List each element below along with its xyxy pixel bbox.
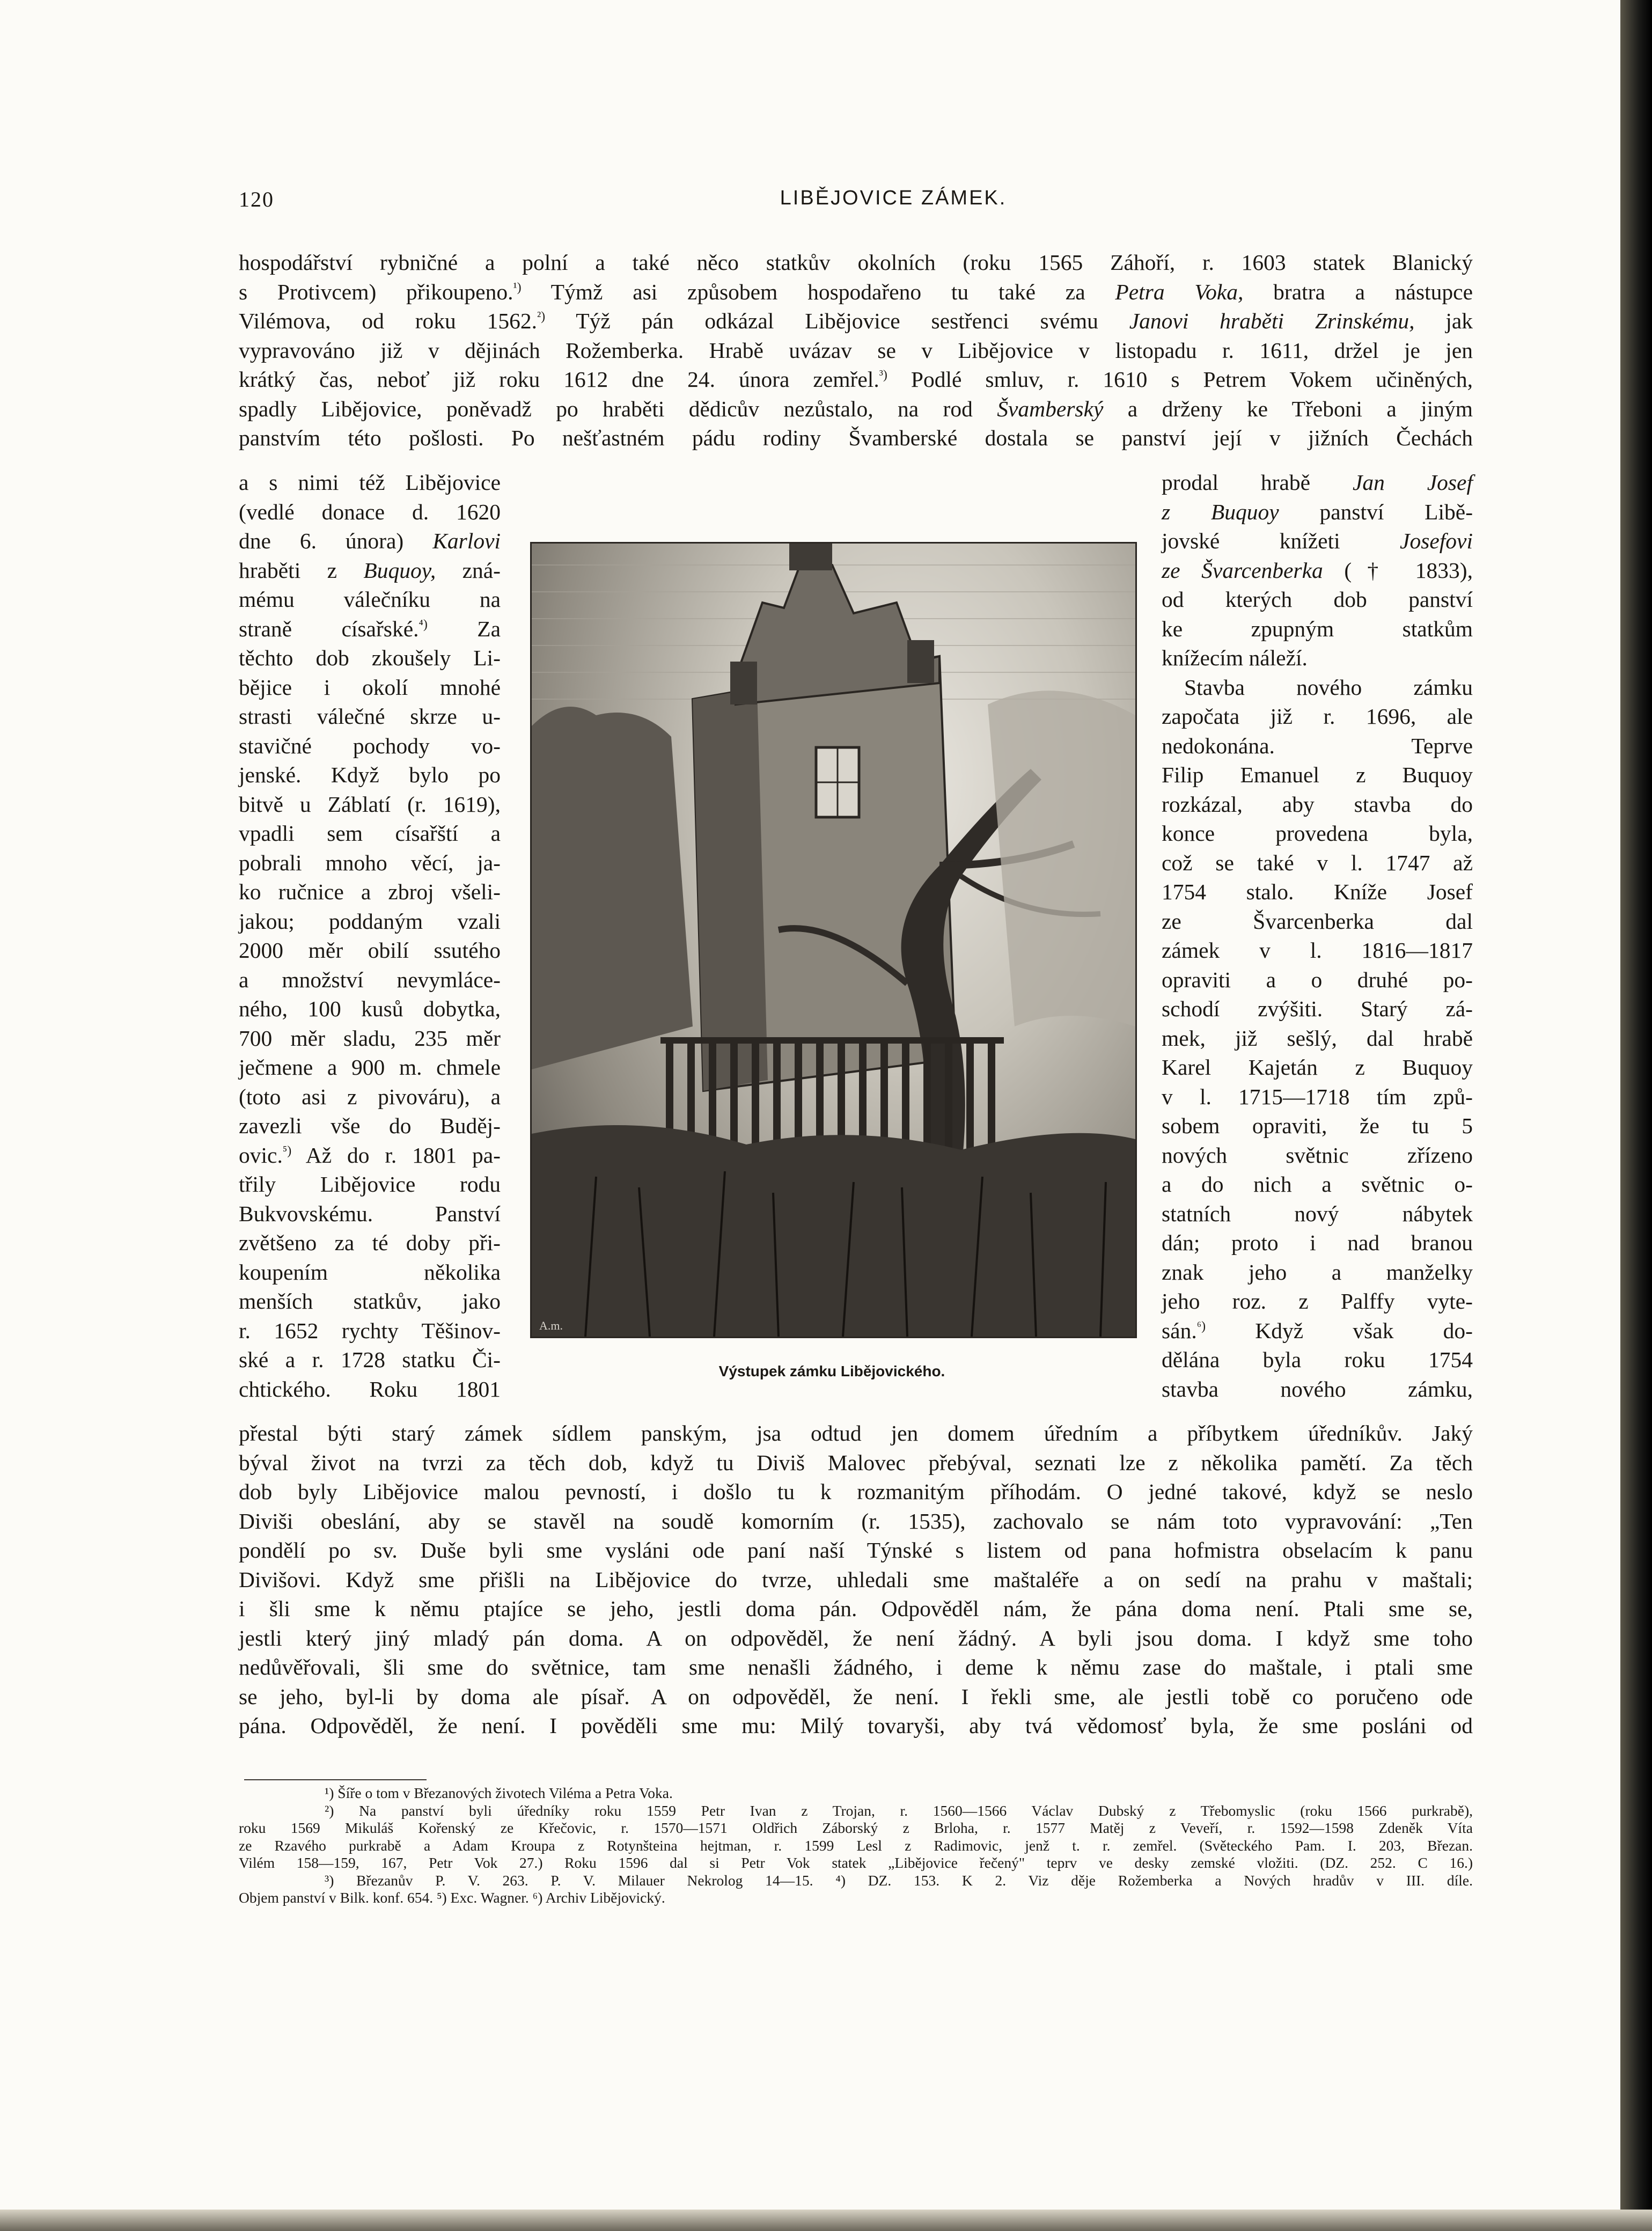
text-line: rozkázal, aby stavba do [1162, 791, 1473, 817]
pinnacle [907, 640, 934, 683]
text-line: straně císařské. [239, 616, 419, 641]
text-line: menších statkův, jako [239, 1289, 501, 1313]
page-number: 120 [239, 187, 274, 211]
tower-gable [736, 565, 939, 704]
text-line: Týmž asi způsobem hospodařeno tu také za [550, 279, 1085, 304]
text-line: r. 1652 rychty Těšinov- [239, 1318, 501, 1343]
text-line: se jeho, byl-li by doma ale písař. A on odpověděl, že není. I řekli sme, ale jestli tobě co poručeno ode [239, 1684, 1473, 1709]
pinnacle [730, 662, 757, 704]
text-line: nedokonána. Teprve [1162, 733, 1473, 758]
footnote-ref[interactable]: ⁴) [418, 617, 428, 632]
text-line: Karel Kajetán z Buquoy [1162, 1055, 1473, 1080]
text-line: a množství nevymláce- [239, 967, 501, 992]
text-line: bratra a nástupce [1273, 279, 1473, 304]
text-line: († 1833), [1344, 557, 1473, 583]
text-line: přestal býti starý zámek sídlem panským, jsa odtud jen domem úředním a příbytkem úředníkův. Jaký [239, 1421, 1473, 1445]
text-line: v l. 1715—1718 tím způ- [1162, 1084, 1473, 1109]
text-line: zavezli vše do Buděj- [239, 1113, 501, 1138]
footnotes [239, 1785, 1473, 1907]
top-paragraph [239, 248, 1473, 453]
running-title: LIBĚJOVICE ZÁMEK. [780, 187, 1007, 209]
text-line: 700 měr sladu, 235 měr [239, 1025, 501, 1051]
text-line: strasti válečné skrze u- [239, 704, 501, 729]
text-line: hraběti z [239, 557, 337, 583]
text-line: Týž pán odkázal Libějovice sestřenci svému [576, 309, 1098, 333]
footnote: Objem panství v Bilk. konf. 654. ⁵) Exc. Wagner. ⁶) Archiv Libějovický. [239, 1889, 665, 1906]
person-name: z Buquoy [1162, 499, 1279, 524]
page-bottom-edge [0, 2210, 1652, 2231]
text-line: panství Libě- [1319, 499, 1473, 524]
right-column [1162, 468, 1473, 1404]
person-name: Jan Josef [1352, 470, 1473, 495]
footnote-ref[interactable]: ²) [537, 310, 546, 324]
text-line: pána. Odpověděl, že není. I pověděli sme mu: Milý tovaryši, aby tvá vědomosť byla, že sme posláni od [239, 1713, 1473, 1738]
text-line: a do nich a světnic o- [1162, 1172, 1473, 1197]
text-line: chtického. Roku 1801 [239, 1376, 501, 1401]
illustration-drawing [532, 544, 1135, 1337]
family-name: Švamberský [997, 396, 1104, 421]
text-line: mek, již sešlý, dal hrabě [1162, 1025, 1473, 1051]
person-name: ze Švarcenberka [1162, 557, 1323, 583]
text-line: vypravováno již v dějinách Rožemberka. Hrabě uvázav se v Libějovice v listopadu r. 1611, držel je jen [239, 337, 1473, 363]
text-line: Vilémova, od roku 1562. [239, 309, 537, 333]
text-line: zvětšeno za té doby při- [239, 1230, 501, 1255]
text-line: (toto asi z pivováru), a [239, 1084, 501, 1109]
person-name: Josefovi [1400, 529, 1473, 553]
text-line: dob byly Libějovice malou pevností, i došlo tu k rozmanitým příhodám. O jedné takové, když se neslo [239, 1479, 1473, 1504]
text-line: zná- [462, 557, 501, 583]
text-line: pondělí po sv. Duše byli sme vysláni ode paní naší Týnské s listem od pana hofmistra obselacím k panu [239, 1538, 1473, 1562]
text-line: jenské. Když bylo po [239, 762, 501, 787]
text-line: zámek v l. 1816—1817 [1162, 938, 1473, 963]
text-line: a s nimi též Libějovice [239, 470, 501, 495]
text-line: býval život na tvrzi za těch dob, když tu Diviš Malovec přebýval, seznati lze z několika pamětí. Za těch [239, 1450, 1473, 1475]
footnote: ²) Na panství byli úředníky roku 1559 Petr Ivan z Trojan, r. 1560—1566 Václav Dubský z Třebomyslic (roku 1566 purkrabě), [325, 1802, 1473, 1819]
text-line: a drženy ke Třeboni a jiným [1127, 396, 1473, 421]
tower-shadow [693, 688, 768, 1091]
text-line: Když však do- [1255, 1318, 1473, 1343]
text-line: s Protivcem) přikoupeno. [239, 279, 513, 304]
text-line: sán. [1162, 1318, 1197, 1343]
artist-signature: A.m. [539, 1319, 563, 1332]
text-line: jovské knížeti [1162, 529, 1340, 553]
text-line: dělána byla roku 1754 [1162, 1347, 1473, 1372]
text-line: což se také v l. 1747 až [1162, 850, 1473, 875]
text-line: stavba nového zámku, [1162, 1376, 1473, 1401]
text-line: mému válečníku na [239, 587, 501, 612]
footnote: ze Rzavého purkrabě a Adam Kroupa z Rotynšteina hejtman, r. 1599 Lesl z Radimovic, jenž t. r. zemřel. (Světeckého Pam. I. 203, Březan. [239, 1837, 1473, 1854]
text-line: statních nový nábytek [1162, 1201, 1473, 1226]
footnote-rule [244, 1779, 427, 1780]
text-line: jestli který jiný mladý pán doma. A on odpověděl, že není žádný. A byli jsou doma. I když sme toho [239, 1625, 1473, 1650]
text-line: dán; proto i nad branou [1162, 1230, 1473, 1255]
text-line: třily Libějovice rodu [239, 1172, 501, 1197]
text-line: ze Švarcenberka dal [1162, 908, 1473, 934]
footnote: ¹) Šíře o tom v Březanových životech Viléma a Petra Voka. [325, 1785, 673, 1801]
left-column [239, 468, 501, 1404]
text-line: jeho roz. z Palffy vyte- [1162, 1289, 1473, 1313]
text-line: ke zpupným statkům [1162, 616, 1473, 641]
text-line: Podlé smluv, r. 1610 s Petrem Vokem učiněných, [911, 367, 1473, 392]
page-header [239, 187, 1473, 219]
text-line: stavičné pochody vo- [239, 733, 501, 758]
text-line: spadly Libějovice, poněvadž po hraběti dědicův nezůstalo, na rod [239, 396, 973, 421]
text-line: ovic. [239, 1142, 283, 1168]
person-name: Janovi hraběti Zrinskému, [1129, 309, 1415, 333]
bottom-paragraph [239, 1419, 1473, 1741]
text-line: 2000 měr obilí ssutého [239, 938, 501, 963]
text-line: nových světnic zřízeno [1162, 1142, 1473, 1168]
text-line: od kterých dob panství [1162, 587, 1473, 612]
figure-caption: Výstupek zámku Libějovického. [718, 1363, 945, 1379]
left-trees [532, 707, 693, 1069]
footnote-ref[interactable]: ³) [879, 368, 887, 383]
foreground-grass [532, 1125, 1135, 1337]
text-line: koupením několika [239, 1259, 501, 1285]
text-line: opraviti a o druhé po- [1162, 967, 1473, 992]
text-line: pobrali mnoho věcí, ja- [239, 850, 501, 875]
text-line: ného, 100 kusů dobytka, [239, 996, 501, 1021]
person-name: Karlovi [432, 529, 501, 553]
pinnacle [789, 544, 832, 570]
text-line: prodal hrabě [1162, 470, 1311, 495]
text-line: i šli sme k němu ptajíce se jeho, jestli doma pán. Odpověděl nám, že pána doma není. Ptali sme se, [239, 1596, 1473, 1621]
text-line: jakou; poddaným vzali [239, 908, 501, 934]
text-line: vpadli sem císařští a [239, 821, 501, 846]
text-line: sobem opraviti, že tu 5 [1162, 1113, 1473, 1138]
text-line: Stavba nového zámku [1184, 674, 1473, 700]
page-edge-shadow [1620, 0, 1652, 2231]
text-line: započata již r. 1696, ale [1162, 704, 1473, 729]
text-line: znak jeho a manželky [1162, 1259, 1473, 1285]
castle-illustration [530, 542, 1137, 1338]
right-foliage [988, 691, 1135, 1026]
text-line: krátký čas, neboť již roku 1612 dne 24. února zemřel. [239, 367, 879, 392]
text-line: nedůvěřovali, šli sme do světnice, tam sme nenašli žádného, i deme k němu zase do maštale, i ptali sme [239, 1655, 1473, 1679]
footnote: Vilém 158—159, 167, Petr Vok 27.) Roku 1596 dal si Petr Vok statek „Libějovice řečený" teprv ve desky zemské vložiti. (DZ. 252. C 16.) [239, 1854, 1473, 1871]
text-line: Divišovi. Když sme přišli na Libějovice do tvrze, uhledali sme maštaléře a on sedí na prahu v maštali; [239, 1567, 1473, 1592]
text-line: ječmene a 900 m. chmele [239, 1055, 501, 1080]
text-line: Diviši obeslání, aby se stavěl na soudě komorním (r. 1535), zachovalo se nám toto vypravování: „Ten [239, 1508, 1473, 1533]
footnote-ref[interactable]: ¹) [513, 280, 522, 295]
text-line: těchto dob zkoušely Li- [239, 645, 501, 670]
text-line: Za [477, 616, 501, 641]
text-line: ko ručnice a zbroj všeli- [239, 879, 501, 904]
text-line: ské a r. 1728 statku Či- [239, 1347, 501, 1372]
person-name: Buquoy, [363, 557, 436, 583]
text-line: dne 6. února) [239, 529, 404, 553]
text-line: panstvím této pošlosti. Po nešťastném pádu rodiny Švamberské dostala se panství její v jižních Čechách [239, 425, 1473, 450]
text-line: jak [1445, 309, 1473, 333]
text-line: bitvě u Záblatí (r. 1619), [239, 791, 501, 817]
text-line: knížecím náleží. [1162, 645, 1308, 670]
text-line: Bukvovskému. Panství [239, 1201, 501, 1226]
text-line: bějice i okolí mnohé [239, 674, 501, 700]
text-line: 1754 stalo. Kníže Josef [1162, 879, 1473, 904]
footnote-ref[interactable]: ⁵) [282, 1143, 292, 1158]
text-line: (vedlé donace d. 1620 [239, 499, 501, 524]
footnote: ³) Březanův P. V. 263. P. V. Milauer Nekrolog 14—15. ⁴) DZ. 153. K 2. Viz děje Rožemberka a Nových hradův v III. díle. [325, 1872, 1473, 1889]
footnote-ref[interactable]: ⁶) [1196, 1319, 1206, 1333]
text-line: schodí zvýšiti. Starý zá- [1162, 996, 1473, 1021]
text-line: konce provedena byla, [1162, 821, 1473, 846]
footnote: roku 1569 Mikuláš Kořenský ze Křečovic, r. 1570—1571 Oldřich Záborský z Brloha, r. 1577 Matěj z Veveří, r. 1592—1598 Zdeněk Víta [239, 1819, 1473, 1836]
text-line: Až do r. 1801 pa- [305, 1142, 501, 1168]
person-name: Petra Voka, [1115, 279, 1244, 304]
text-line: Filip Emanuel z Buquoy [1162, 762, 1473, 787]
text-line: hospodářství rybničné a polní a také něco statkův okolních (roku 1565 Záhoří, r. 1603 statek Blanický [239, 250, 1473, 275]
